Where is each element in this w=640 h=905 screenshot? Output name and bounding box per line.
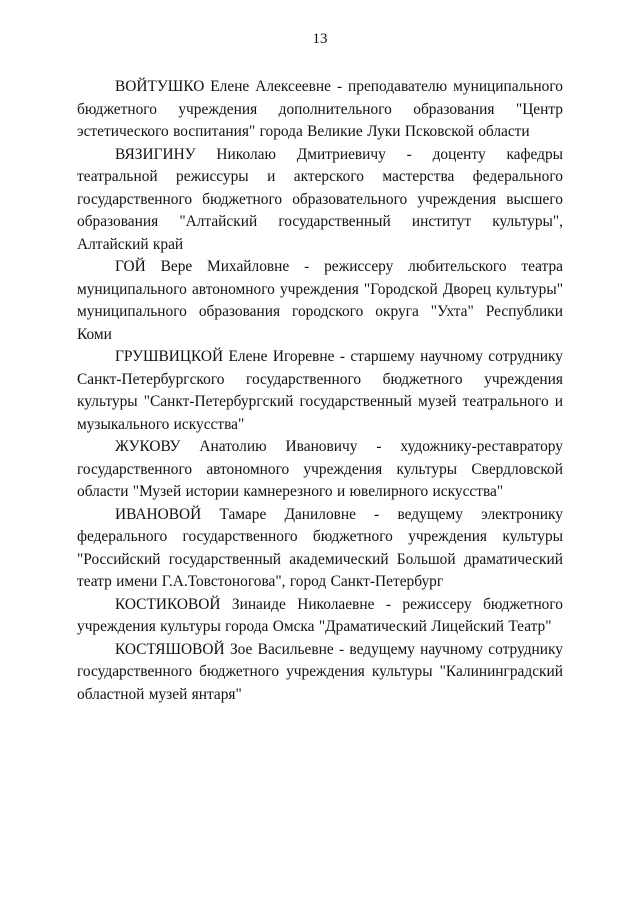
page-number: 13 xyxy=(312,31,328,47)
list-item: ИВАНОВОЙ Тамаре Даниловне - ведущему электронику федерального государственного бюджетного учреждения культуры "Российский государственный академический Большой драматический театр имени Г.А.Товстоногова", город Санкт-Петербург xyxy=(77,505,563,590)
list-item: ВОЙТУШКО Елене Алексеевне - преподавателю муниципального бюджетного учреждения дополнительного образования "Центр эстетического воспитания" города Великие Луки Псковской области xyxy=(77,78,563,140)
list-item: ЖУКОВУ Анатолию Ивановичу - художнику-реставратору государственного автономного учреждения культуры Свердловской области "Музей истории камнерезного и ювелирного искусства" xyxy=(77,438,563,500)
award-list xyxy=(77,76,563,706)
list-item: КОСТИКОВОЙ Зинаиде Николаевне - режиссеру бюджетного учреждения культуры города Омска "Драматический Лицейский Театр" xyxy=(77,595,563,635)
list-item: ГОЙ Вере Михайловне - режиссеру любительского театра муниципального автономного учреждения "Городской Дворец культуры" муниципального образования городского округа "Ухта" Республики Коми xyxy=(77,258,563,343)
list-item: ГРУШВИЦКОЙ Елене Игоревне - старшему научному сотруднику Санкт-Петербургского государственного бюджетного учреждения культуры "Санкт-Петербургский государственный музей театрального и музыкального искусства" xyxy=(77,348,563,433)
list-item: КОСТЯШОВОЙ Зое Васильевне - ведущему научному сотруднику государственного бюджетного учреждения культуры "Калининградский областной музей янтаря" xyxy=(77,640,563,703)
list-item: ВЯЗИГИНУ Николаю Дмитриевичу - доценту кафедры театральной режиссуры и актерского мастерства федерального государственного бюджетного образовательного учреждения высшего образования "Алтайский государственный институт культуры", Алтайский край xyxy=(77,145,563,253)
